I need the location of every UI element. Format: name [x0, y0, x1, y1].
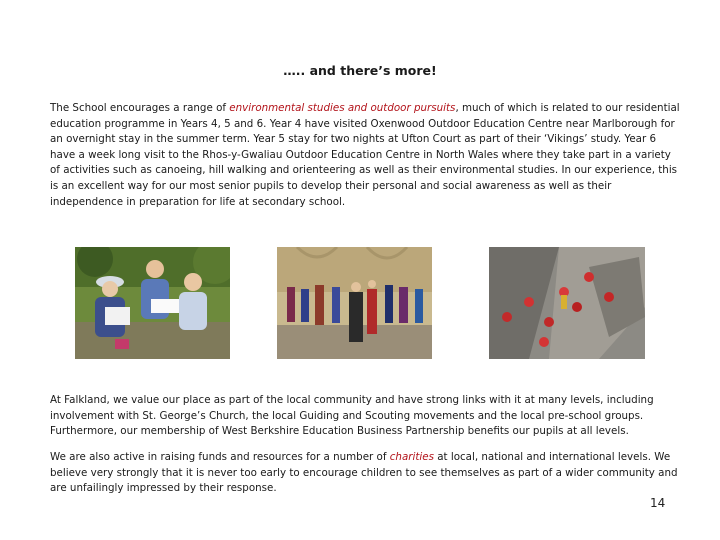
page-number: 14	[650, 496, 666, 510]
para3-text-after: at local, national and international levels. We believe very strongly that it is never too early to encourage children to see themselves as part of a wider community and are unfailingly impressed by their response.	[50, 451, 678, 495]
para1-text-after: , much of which is related to our residential education programme in Years 4, 5 and 6. Year 4 have visited Oxenwood Outdoor Education Centre near Marlborough for an overnight stay in the summer term. Year 5 stay for two nights at Ufton Court as part of their ‘Vikings’ study. Year 6 have a week long visit to the Rhos-y-Gwaliau Outdoor Education Centre in North Wales where they take part in a variety of activities such as canoeing, hill walking and orienteering as well as their environmental studies. In our experience, this is an excellent way for our most senior pupils to develop their personal and social awareness as well as their independence in preparation for life at secondary school.	[50, 102, 680, 208]
section-heading: ….. and there’s more!	[283, 63, 437, 78]
charities-paragraph	[50, 450, 680, 497]
costumed-dance-photo	[277, 247, 432, 359]
para1-text-before: The School encourages a range of	[50, 102, 230, 114]
environmental-studies-highlight: environmental studies and outdoor pursuits	[229, 102, 456, 114]
outdoor-pursuits-paragraph	[50, 101, 680, 210]
community-paragraph: At Falkland, we value our place as part of the local community and have strong links with it at many levels, including involvement with St. George’s Church, the local Guiding and Scouting movements and the local pre-school groups. Furthermore, our membership of West Berkshire Education Business Partnership benefits our pupils at all levels.	[50, 394, 654, 438]
charities-highlight: charities	[389, 451, 434, 463]
para3-text-before: We are also active in raising funds and resources for a number of	[50, 451, 390, 463]
children-sketching-photo	[75, 247, 230, 359]
climbing-rocks-photo	[489, 247, 645, 359]
